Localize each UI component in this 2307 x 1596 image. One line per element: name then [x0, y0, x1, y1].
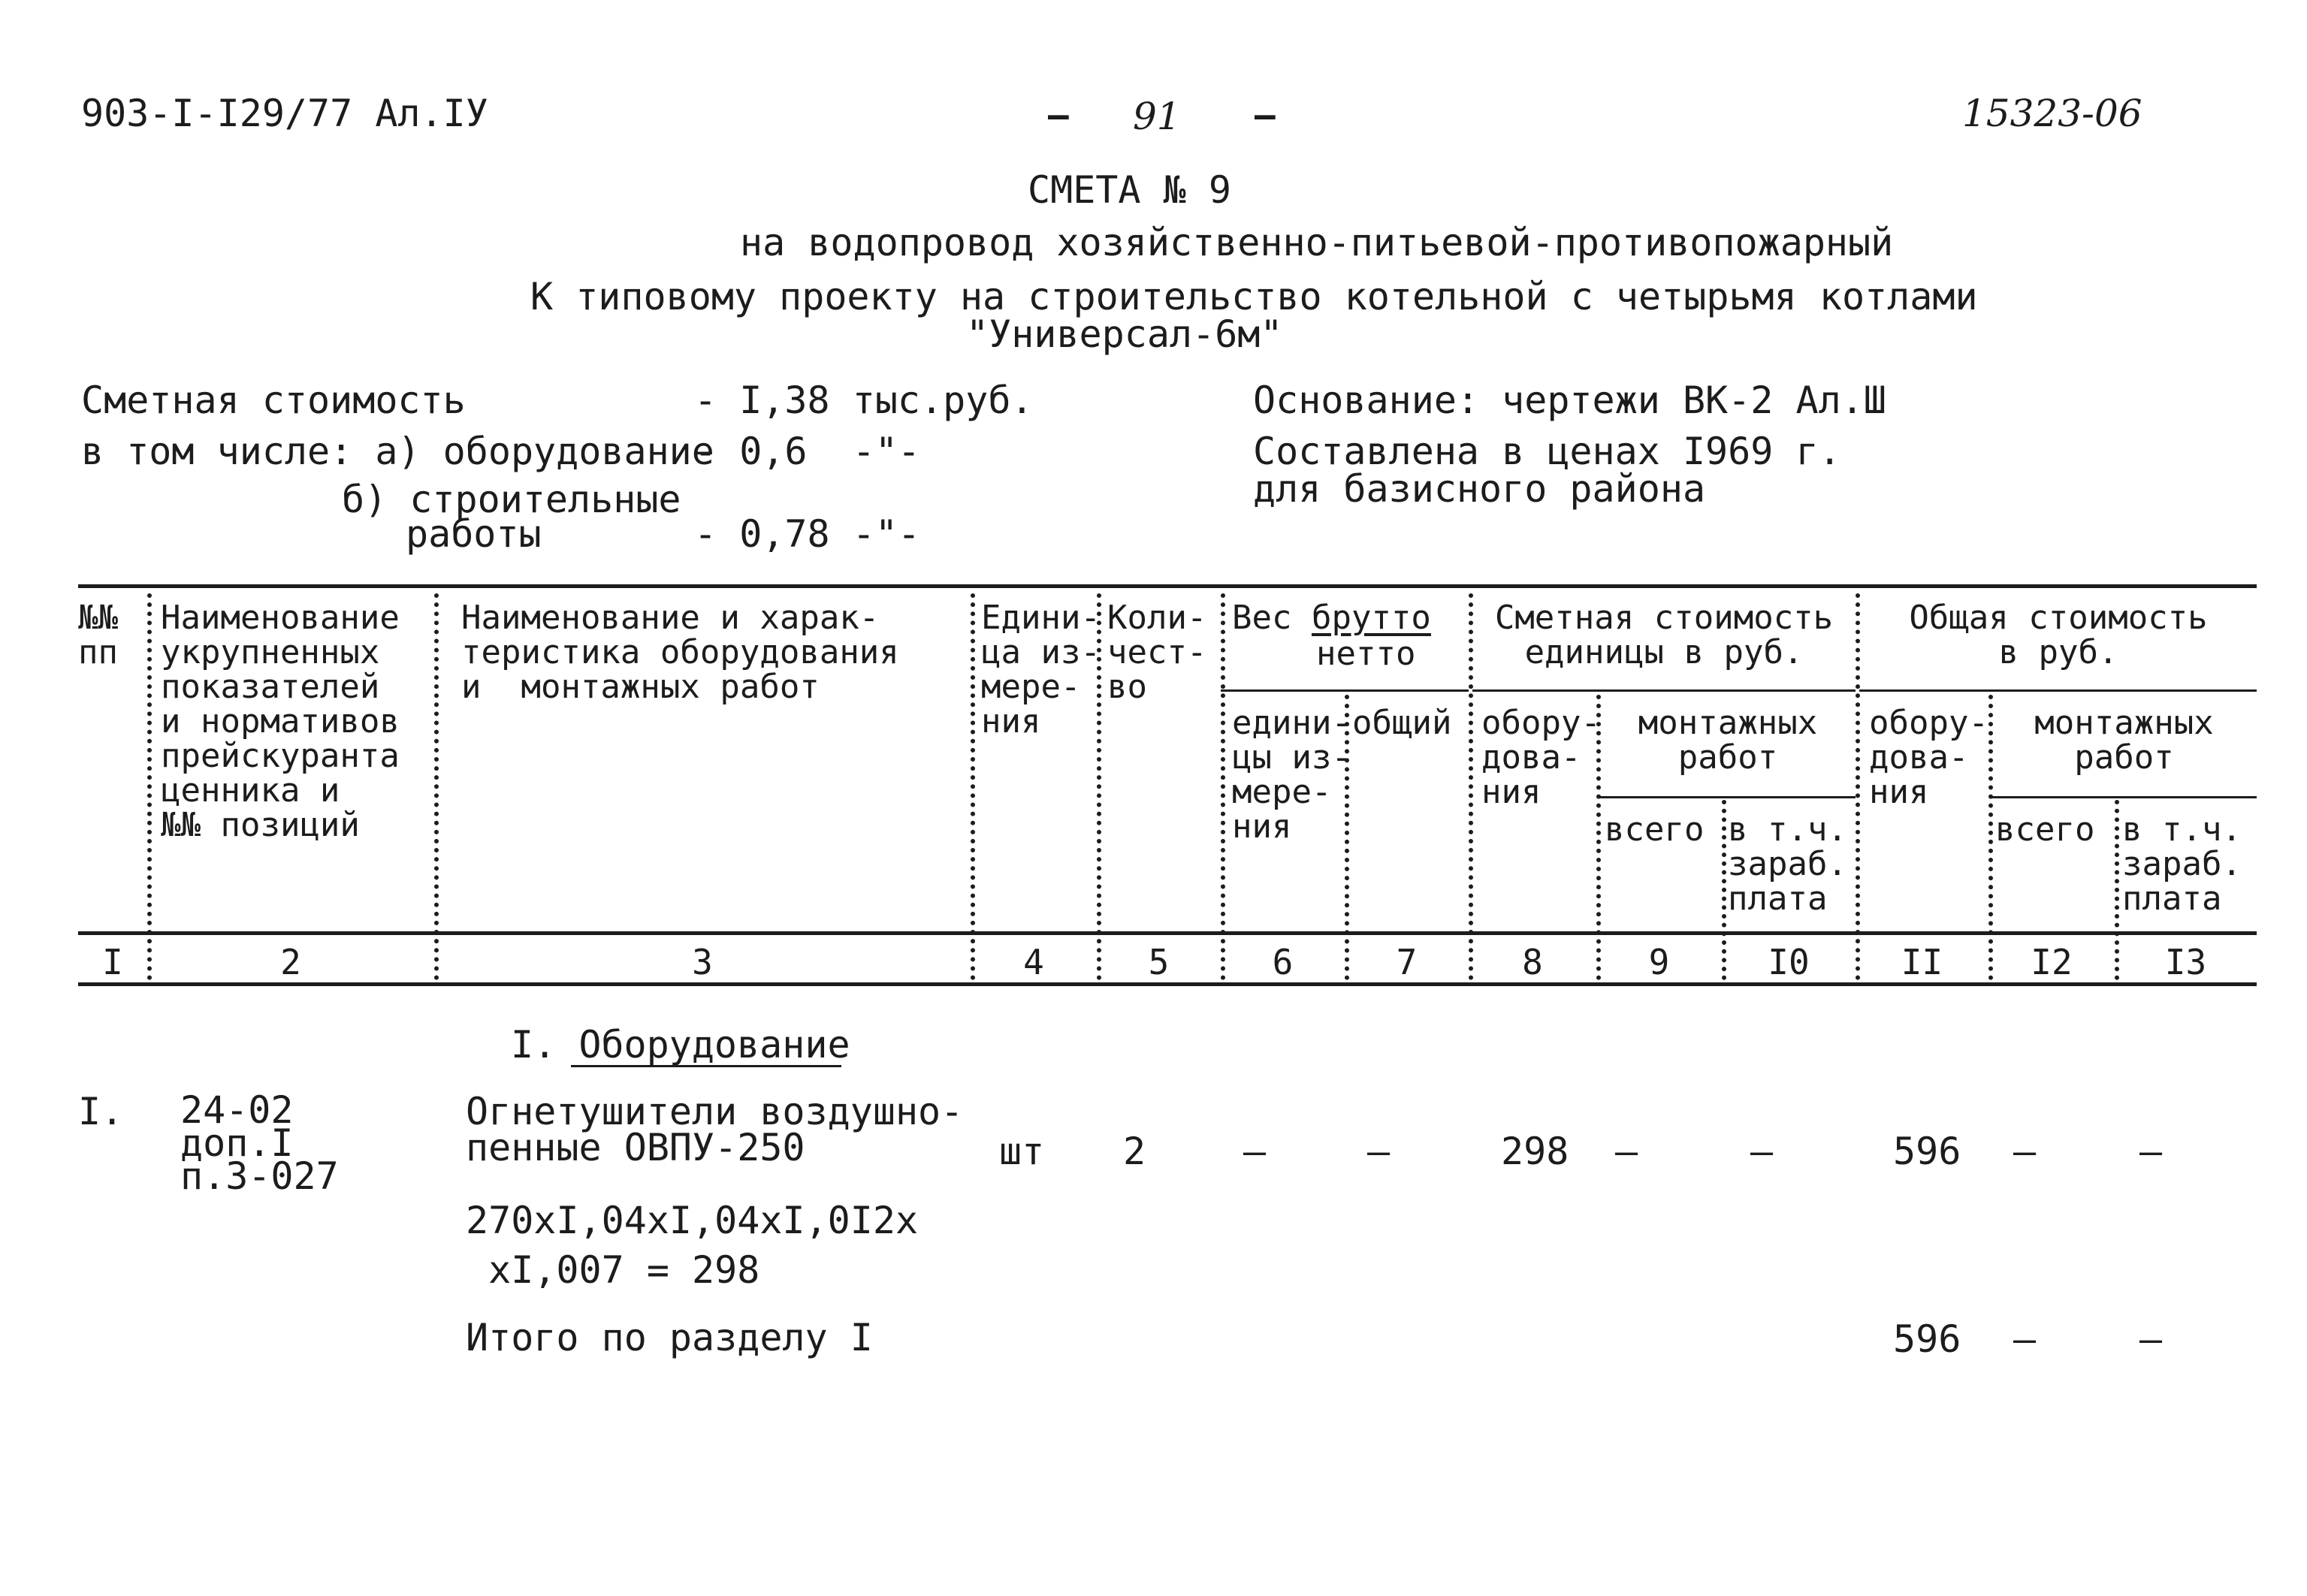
column-number: 6 [1272, 942, 1294, 982]
section-total-mount-wage: – [2139, 1317, 2163, 1361]
column-number: I0 [1768, 942, 1810, 982]
total-cost-subheader-rule [1859, 689, 2257, 692]
header-col-unit: Едини- ца из- мере- ния [981, 599, 1101, 741]
header-col-total-mount-all: всего [1995, 810, 2095, 849]
row-unit: шт [999, 1130, 1045, 1173]
row-unit-cost-mount-all: – [1615, 1130, 1638, 1173]
header-col-unit-mount-all: всего [1605, 810, 1705, 849]
archive-number: 15323-06 [1962, 92, 2142, 135]
row-unit-cost-mount-wage: – [1750, 1130, 1774, 1173]
equipment-cost-value: - 0,6 -"- [694, 430, 921, 473]
estimate-heading: СМЕТА № 9 [1028, 168, 1231, 212]
row-quantity: 2 [1123, 1130, 1146, 1173]
column-number: 7 [1396, 942, 1418, 982]
section-total-mount-all: – [2013, 1317, 2037, 1361]
header-col-total-equipment: обору- дова- ния [1869, 704, 1988, 811]
header-col-weight-unit: едини- цы из- мере- ния [1232, 704, 1351, 846]
column-number: 9 [1648, 942, 1670, 982]
column-number: 3 [692, 942, 713, 982]
row-unit-cost-equipment: 298 [1501, 1130, 1569, 1173]
page-number-dash-right: – [1255, 95, 1276, 135]
header-col-code: Наименование укрупненных показателей и нормативов прейскуранта ценника и №№ позиций [161, 599, 400, 844]
col-sep-5 [1221, 593, 1225, 980]
construction-works-value: - 0,78 -"- [694, 512, 921, 556]
section-title: I. Оборудование [511, 1023, 850, 1067]
header-total-cost-group: Общая стоимость в руб. [1909, 599, 2208, 671]
estimate-subtitle-2: К типовому проекту на строительство котельной с четырьмя котлами [530, 275, 1978, 318]
header-weight-brutto: брутто [1311, 599, 1431, 637]
column-number: 2 [280, 942, 301, 982]
column-number: 5 [1148, 942, 1170, 982]
basis-note: Основание: чертежи ВК-2 Ал.Ш [1253, 379, 1886, 422]
unit-cost-subheader-rule [1472, 689, 1856, 692]
header-unit-mount-group: монтажных работ [1638, 704, 1818, 777]
header-bottom-rule [78, 931, 2257, 935]
header-col-unit-mount-wage: в т.ч. зараб. плата [1728, 810, 1847, 918]
construction-works-label-2: работы [406, 512, 542, 556]
page-number: 91 [1133, 95, 1181, 138]
estimate-subtitle-1: на водопровод хозяйственно-питьевой-противопожарный [740, 221, 1894, 264]
column-numbers-rule [78, 982, 2257, 986]
column-number: 8 [1522, 942, 1543, 982]
column-number: 4 [1023, 942, 1044, 982]
column-number: II [1901, 942, 1943, 982]
total-mount-subheader-rule [1991, 796, 2257, 798]
unit-mount-subheader-rule [1599, 796, 1856, 798]
row-total-mount-wage: – [2139, 1130, 2163, 1173]
header-col-name: Наименование и харак- теристика оборудования и монтажных работ [461, 599, 899, 706]
col-sep-10 [1856, 593, 1860, 980]
column-number: I [102, 942, 123, 982]
row-total-mount-all: – [2013, 1130, 2037, 1173]
estimate-cost-value: - I,38 тыс.руб. [694, 379, 1034, 422]
row-weight-total: – [1367, 1130, 1391, 1173]
row-weight-unit: – [1243, 1130, 1267, 1173]
row-item-name: Огнетушители воздушно- пенные ОВПУ-250 [466, 1090, 964, 1169]
col-sep-11 [1988, 695, 1993, 980]
col-sep-3 [971, 593, 975, 980]
row-calculation-1: 270xI,04xI,04xI,0I2x [466, 1199, 919, 1242]
header-col-unit-equipment: обору- дова- ния [1481, 704, 1601, 811]
col-sep-7 [1469, 593, 1473, 980]
header-col-quantity: Коли- чест- во [1107, 599, 1207, 706]
row-price-code: 24-02 доп.I п.3-027 [180, 1088, 339, 1198]
construction-works-label-1: б) строительные [342, 478, 681, 521]
section-total-equipment: 596 [1893, 1317, 1961, 1361]
weight-subheader-rule [1221, 689, 1469, 692]
estimate-subtitle-3: "Универсал-6м" [966, 312, 1283, 356]
section-total-label: Итого по разделу I [466, 1316, 873, 1359]
column-number: I2 [2031, 942, 2073, 982]
header-col-number: №№ пп [78, 599, 118, 671]
row-total-equipment: 596 [1893, 1130, 1961, 1173]
including-equipment-label: в том числе: а) оборудование [81, 430, 714, 473]
document-code: 903-I-I29/77 Ал.IУ [81, 92, 488, 135]
header-total-mount-group: монтажных работ [2034, 704, 2214, 777]
header-col-weight-total: общий [1352, 704, 1452, 742]
row-calculation-2: xI,007 = 298 [466, 1248, 760, 1292]
header-weight-netto: нетто [1316, 635, 1416, 673]
prices-note-1: Составлена в ценах I969 г. [1253, 430, 1841, 473]
prices-note-2: для базисного района [1253, 467, 1706, 511]
estimate-cost-label: Сметная стоимость [81, 379, 466, 422]
header-unit-cost-group: Сметная стоимость единицы в руб. [1494, 599, 1834, 671]
page-number-dash-left: – [1048, 95, 1069, 135]
row-number: I. [78, 1090, 124, 1133]
col-sep-1 [147, 593, 152, 980]
column-number: I3 [2164, 942, 2207, 982]
header-weight-group: Вес брутто [1232, 599, 1431, 637]
col-sep-2 [434, 593, 439, 980]
header-col-total-mount-wage: в т.ч. зараб. плата [2122, 810, 2242, 918]
table-top-rule [78, 584, 2257, 588]
